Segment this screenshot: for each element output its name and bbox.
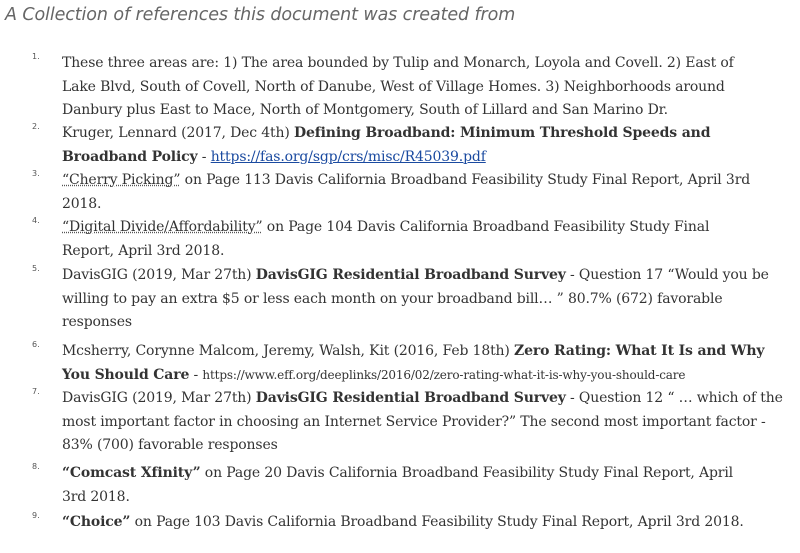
reference-number: 4. bbox=[32, 216, 40, 225]
reference-url: https://www.eff.org/deeplinks/2016/02/zero-rating-what-it-is-why-you-should-care bbox=[202, 367, 686, 382]
reference-author: Mcsherry, Corynne Malcom, Jeremy, Walsh, Kit (2016, Feb 18th) bbox=[62, 343, 515, 359]
reference-line: responses bbox=[62, 314, 132, 330]
reference-title: DavisGIG Residential Broadband Survey bbox=[255, 267, 566, 283]
reference-title: DavisGIG Residential Broadband Survey bbox=[255, 390, 566, 406]
reference-text bbox=[62, 462, 798, 509]
reference-text bbox=[62, 511, 798, 535]
reference-line: Danbury plus East to Mace, North of Montgomery, South of Lillard and San Marino Dr. bbox=[62, 102, 668, 118]
reference-line: 83% (700) favorable responses bbox=[62, 437, 278, 453]
separator: - bbox=[197, 148, 211, 165]
reference-line: Lake Blvd, South of Covell, North of Danube, West of Village Homes. 3) Neighborhoods around bbox=[62, 78, 725, 95]
reference-term: “Choice” bbox=[62, 514, 131, 530]
reference-source: on Page 103 Davis California Broadband Feasibility Study Final Report, April 3rd 2018. bbox=[130, 514, 744, 530]
reference-text bbox=[62, 340, 798, 387]
reference-line: willing to pay an extra $5 or less each month on your broadband bill… ” 80.7% (672) favorable bbox=[62, 290, 723, 307]
reference-title-cont: Broadband Policy bbox=[62, 148, 198, 165]
reference-detail: - Question 17 “Would you be bbox=[565, 267, 769, 283]
reference-link[interactable]: https://fas.org/sgp/crs/misc/R45039.pdf bbox=[210, 148, 486, 165]
reference-author: DavisGIG (2019, Mar 27th) bbox=[62, 390, 256, 406]
reference-line: Report, April 3rd 2018. bbox=[62, 242, 225, 259]
reference-number: 2. bbox=[32, 122, 40, 131]
reference-term: “Cherry Picking” bbox=[62, 172, 181, 188]
reference-number: 6. bbox=[32, 340, 40, 349]
reference-title: Zero Rating: What It Is and Why bbox=[514, 343, 765, 359]
reference-title: Defining Broadband: Minimum Threshold Speeds and bbox=[294, 125, 711, 141]
reference-term: “Digital Divide/Affordability” bbox=[62, 219, 263, 235]
reference-author: DavisGIG (2019, Mar 27th) bbox=[62, 267, 256, 283]
reference-number: 8. bbox=[32, 462, 40, 471]
reference-source: on Page 20 Davis California Broadband Feasibility Study Final Report, April bbox=[200, 465, 733, 481]
reference-number: 9. bbox=[32, 511, 40, 520]
reference-line: These three areas are: 1) The area bounded by Tulip and Monarch, Loyola and Covell. 2) East of bbox=[62, 55, 734, 71]
reference-text bbox=[62, 52, 798, 123]
reference-detail: - Question 12 “ … which of the bbox=[565, 390, 783, 406]
reference-source: on Page 104 Davis California Broadband Feasibility Study Final bbox=[262, 219, 710, 235]
reference-text bbox=[62, 169, 798, 216]
reference-number: 5. bbox=[32, 264, 40, 273]
reference-line: 2018. bbox=[62, 195, 102, 212]
reference-title-cont: You Should Care bbox=[62, 366, 190, 383]
reference-text bbox=[62, 387, 798, 458]
reference-line: 3rd 2018. bbox=[62, 488, 130, 505]
reference-author: Kruger, Lennard (2017, Dec 4th) bbox=[62, 125, 294, 141]
reference-text bbox=[62, 264, 798, 335]
reference-number: 1. bbox=[32, 52, 40, 61]
reference-number: 3. bbox=[32, 169, 40, 178]
reference-number: 7. bbox=[32, 387, 40, 396]
references-heading: A Collection of references this document was created from bbox=[5, 5, 516, 25]
separator: - bbox=[189, 366, 203, 383]
reference-source: on Page 113 Davis California Broadband Feasibility Study Final Report, April 3rd bbox=[180, 172, 751, 188]
reference-text bbox=[62, 216, 798, 263]
reference-term: “Comcast Xfinity” bbox=[62, 465, 201, 481]
reference-line: most important factor in choosing an Internet Service Provider?” The second most important factor - bbox=[62, 413, 766, 430]
reference-text bbox=[62, 122, 798, 169]
